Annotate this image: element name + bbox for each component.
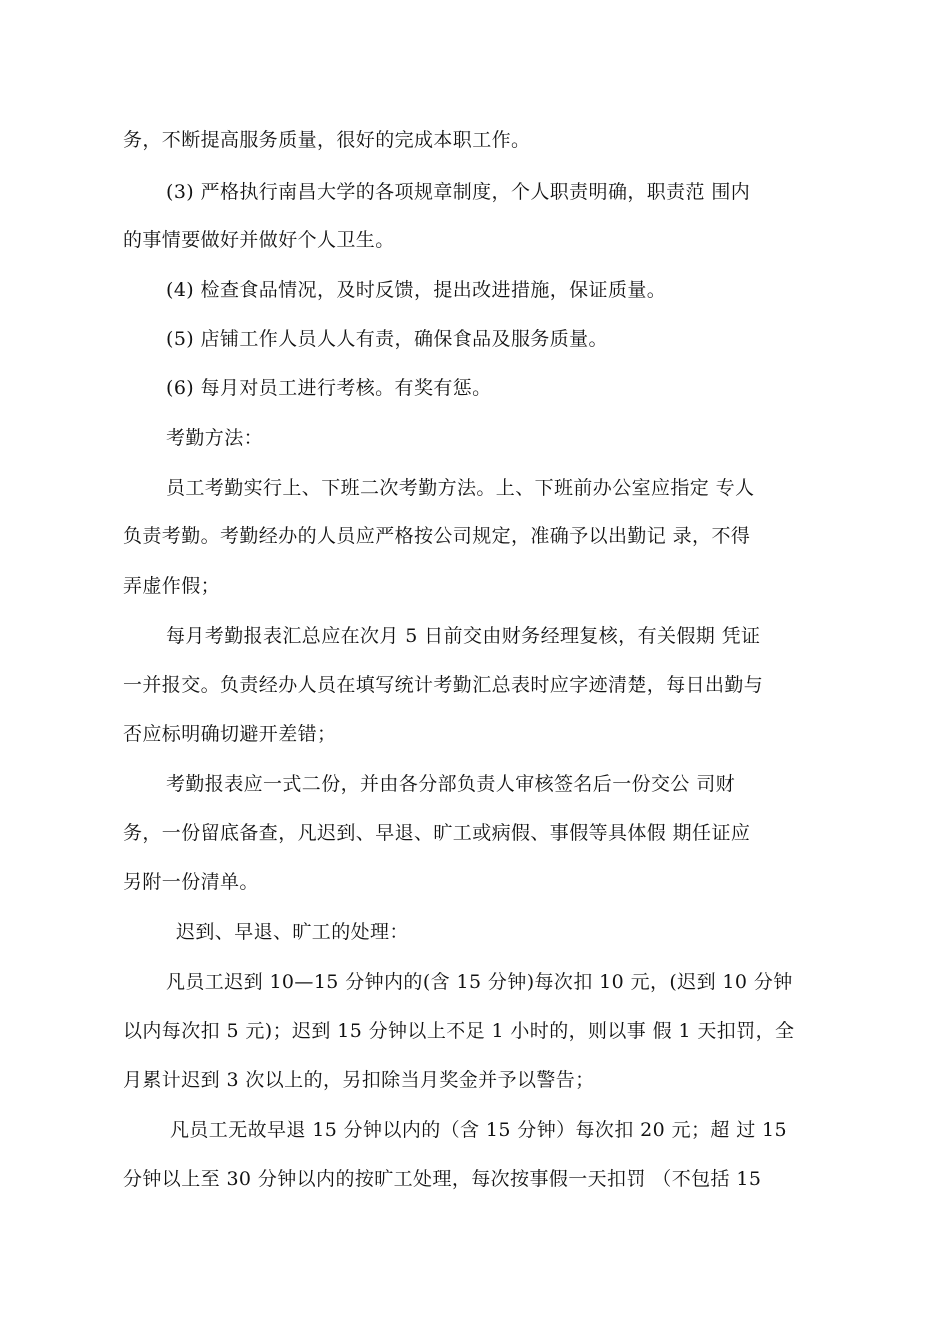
text-line: 另附一份清单。 [123,871,259,893]
text-line: 否应标明确切避开差错； [123,723,337,745]
text-line: 凡员工无故早退 15 分钟以内的（含 15 分钟）每次扣 20 元；超 过 15 [170,1119,788,1141]
text-line: 每月考勤报表汇总应在次月 5 日前交由财务经理复核，有关假期 凭证 [166,625,761,647]
text-line: 凡员工迟到 10—15 分钟内的(含 15 分钟)每次扣 10 元，(迟到 10 分钟 [166,971,793,993]
section-heading: 考勤方法： [166,427,264,449]
text-line: (3) 严格执行南昌大学的各项规章制度，个人职责明确，职责范 围内 [166,181,751,203]
section-heading: 迟到、早退、旷工的处理： [176,921,409,943]
text-line: 务，不断提高服务质量，很好的完成本职工作。 [123,129,531,151]
text-line: (6) 每月对员工进行考核。有奖有惩。 [166,377,492,399]
text-line: 务，一份留底备查，凡迟到、早退、旷工或病假、事假等具体假 期任证应 [123,822,751,844]
text-line: 弄虚作假； [123,575,221,597]
text-line: (5) 店铺工作人员人人有责，确保食品及服务质量。 [166,328,608,350]
text-line: 考勤报表应一式二份，并由各分部负责人审核签名后一份交公 司财 [166,773,736,795]
text-line: 月累计迟到 3 次以上的，另扣除当月奖金并予以警告； [123,1069,595,1091]
text-line: 负责考勤。考勤经办的人员应严格按公司规定，准确予以出勤记 录，不得 [123,525,751,547]
text-line: (4) 检查食品情况，及时反馈，提出改进措施，保证质量。 [166,279,667,301]
text-line: 分钟以上至 30 分钟以内的按旷工处理，每次按事假一天扣罚 （不包括 15 [123,1168,762,1190]
text-line: 员工考勤实行上、下班二次考勤方法。上、下班前办公室应指定 专人 [166,477,755,499]
text-line: 以内每次扣 5 元)；迟到 15 分钟以上不足 1 小时的，则以事 假 1 天扣罚，全 [123,1020,795,1042]
text-line: 的事情要做好并做好个人卫生。 [123,229,395,251]
text-line: 一并报交。负责经办人员在填写统计考勤汇总表时应字迹清楚，每日出勤与 [123,674,764,696]
